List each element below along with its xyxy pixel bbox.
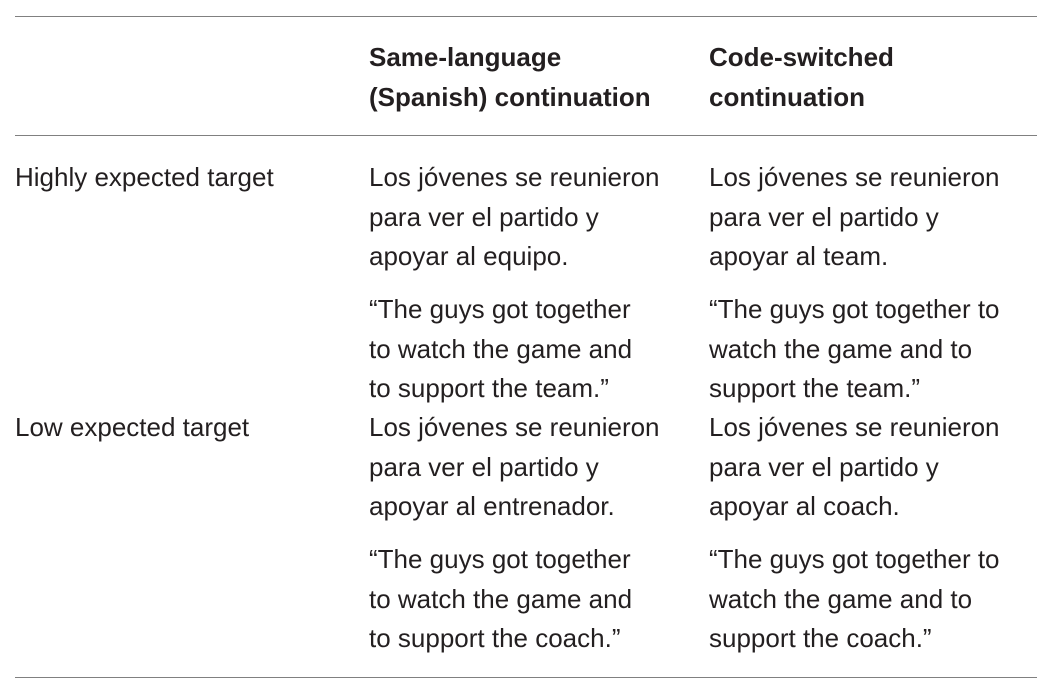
header-line: continuation <box>709 82 865 112</box>
text-line: “The guys got together to <box>709 294 1000 324</box>
text-line: para ver el partido y <box>709 201 939 232</box>
row2-same-language-spanish <box>369 408 660 527</box>
text-line: “The guys got together <box>369 544 631 574</box>
text-line: to watch the game and <box>369 583 633 614</box>
text-line: para ver el partido y <box>369 451 599 482</box>
table-bottom-rule <box>15 677 1037 678</box>
row-label-low-expected: Low expected target <box>15 412 250 442</box>
header-line: Code-switched <box>709 42 894 72</box>
header-same-language <box>369 37 651 117</box>
text-line: watch the game and to <box>709 583 973 614</box>
text-line: apoyar al coach. <box>709 491 900 521</box>
row1-code-switched-spanish <box>709 158 1000 277</box>
text-line: para ver el partido y <box>709 451 939 482</box>
text-line: Los jóvenes se reunieron <box>709 412 1000 442</box>
row1-code-switched-english <box>709 290 1000 409</box>
header-rule <box>15 135 1037 136</box>
row1-same-language-english <box>369 290 632 409</box>
row2-same-language-english <box>369 540 632 659</box>
row1-same-language-spanish <box>369 158 660 277</box>
row2-code-switched-english <box>709 540 1000 659</box>
text-line: to support the coach.” <box>369 623 621 653</box>
text-line: watch the game and to <box>709 333 973 364</box>
row2-code-switched-spanish <box>709 408 1000 527</box>
text-line: Los jóvenes se reunieron <box>709 162 1000 192</box>
text-line: apoyar al team. <box>709 241 889 271</box>
header-line: Same-language <box>369 42 562 72</box>
text-line: to watch the game and <box>369 333 633 364</box>
text-line: Los jóvenes se reunieron <box>369 412 660 442</box>
table-top-rule <box>15 16 1037 17</box>
row-label-highly-expected: Highly expected target <box>15 162 274 192</box>
header-line: (Spanish) continuation <box>369 82 651 112</box>
text-line: Los jóvenes se reunieron <box>369 162 660 192</box>
text-line: apoyar al equipo. <box>369 241 569 271</box>
text-line: support the team.” <box>709 373 920 403</box>
text-line: apoyar al entrenador. <box>369 491 615 521</box>
header-code-switched <box>709 37 894 117</box>
text-line: para ver el partido y <box>369 201 599 232</box>
text-line: to support the team.” <box>369 373 609 403</box>
text-line: “The guys got together to <box>709 544 1000 574</box>
text-line: support the coach.” <box>709 623 932 653</box>
stimuli-table <box>15 0 1037 692</box>
text-line: “The guys got together <box>369 294 631 324</box>
